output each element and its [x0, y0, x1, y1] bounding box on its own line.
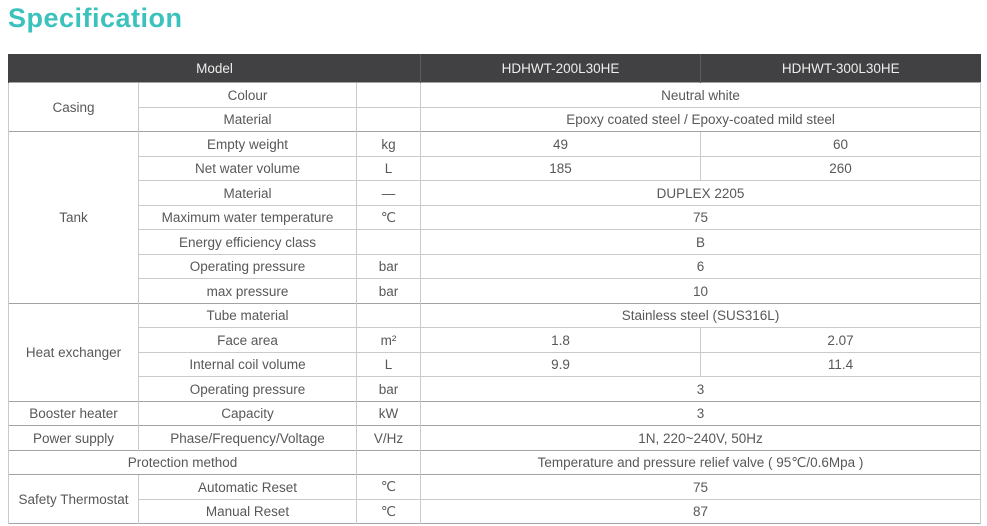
parameter-cell: Maximum water temperature	[139, 205, 357, 230]
table-row	[9, 156, 981, 181]
value-cell-model-1: 9.9	[421, 352, 701, 377]
value-cell-merged: 10	[421, 279, 981, 304]
unit-cell: ℃	[357, 499, 421, 524]
parameter-cell: Material	[139, 181, 357, 206]
table-row	[9, 181, 981, 206]
table-row	[9, 401, 981, 426]
parameter-cell: Operating pressure	[139, 377, 357, 402]
parameter-cell: Energy efficiency class	[139, 230, 357, 255]
unit-cell	[357, 303, 421, 328]
unit-cell: bar	[357, 254, 421, 279]
unit-cell: L	[357, 352, 421, 377]
table-row	[9, 426, 981, 451]
table-row	[9, 303, 981, 328]
unit-cell	[357, 107, 421, 132]
parameter-cell: Tube material	[139, 303, 357, 328]
value-cell-model-1: 1.8	[421, 328, 701, 353]
value-cell-merged: 75	[421, 475, 981, 500]
category-cell: Tank	[9, 132, 139, 304]
value-cell-merged: 1N, 220~240V, 50Hz	[421, 426, 981, 451]
page-title: Specification	[8, 3, 183, 33]
parameter-cell: max pressure	[139, 279, 357, 304]
category-cell: Power supply	[9, 426, 139, 451]
value-cell-model-1: 49	[421, 132, 701, 157]
value-cell-merged: 3	[421, 401, 981, 426]
parameter-cell: Empty weight	[139, 132, 357, 157]
unit-cell: ℃	[357, 475, 421, 500]
value-cell-merged: DUPLEX 2205	[421, 181, 981, 206]
unit-cell: bar	[357, 279, 421, 304]
table-row	[9, 377, 981, 402]
unit-cell: —	[357, 181, 421, 206]
parameter-cell: Net water volume	[139, 156, 357, 181]
value-cell-merged: Temperature and pressure relief valve ( 95℃/0.6Mpa )	[421, 450, 981, 475]
parameter-cell: Manual Reset	[139, 499, 357, 524]
value-cell-model-2: 60	[701, 132, 981, 157]
model-header-cell: Model	[9, 54, 421, 83]
table-row	[9, 230, 981, 255]
value-cell-merged: Neutral white	[421, 83, 981, 108]
table-row	[9, 450, 981, 475]
table-row	[9, 83, 981, 108]
category-cell: Heat exchanger	[9, 303, 139, 401]
parameter-cell: Operating pressure	[139, 254, 357, 279]
parameter-cell: Automatic Reset	[139, 475, 357, 500]
parameter-cell: Face area	[139, 328, 357, 353]
parameter-cell: Capacity	[139, 401, 357, 426]
unit-cell: ℃	[357, 205, 421, 230]
table-row	[9, 475, 981, 500]
table-row	[9, 132, 981, 157]
unit-cell	[357, 230, 421, 255]
unit-cell: kg	[357, 132, 421, 157]
spec-table-body	[9, 83, 981, 524]
value-cell-merged: B	[421, 230, 981, 255]
table-row	[9, 254, 981, 279]
specification-table	[8, 54, 981, 524]
table-row	[9, 499, 981, 524]
value-cell-model-2: 11.4	[701, 352, 981, 377]
value-cell-merged: 3	[421, 377, 981, 402]
unit-cell	[357, 450, 421, 475]
value-cell-merged: 87	[421, 499, 981, 524]
unit-cell: m²	[357, 328, 421, 353]
value-cell-merged: Epoxy coated steel / Epoxy-coated mild steel	[421, 107, 981, 132]
unit-cell	[357, 83, 421, 108]
category-cell: Safety Thermostat	[9, 475, 139, 524]
table-row	[9, 205, 981, 230]
table-row	[9, 279, 981, 304]
value-cell-model-2: 2.07	[701, 328, 981, 353]
unit-cell: bar	[357, 377, 421, 402]
category-cell: Booster heater	[9, 401, 139, 426]
model-column-header-2: HDHWT-300L30HE	[701, 54, 981, 83]
parameter-cell: Phase/Frequency/Voltage	[139, 426, 357, 451]
value-cell-model-2: 260	[701, 156, 981, 181]
parameter-cell: Colour	[139, 83, 357, 108]
table-row	[9, 352, 981, 377]
category-cell: Casing	[9, 83, 139, 132]
table-row	[9, 107, 981, 132]
value-cell-merged: Stainless steel (SUS316L)	[421, 303, 981, 328]
category-cell: Protection method	[9, 450, 357, 475]
value-cell-merged: 75	[421, 205, 981, 230]
unit-cell: kW	[357, 401, 421, 426]
value-cell-merged: 6	[421, 254, 981, 279]
value-cell-model-1: 185	[421, 156, 701, 181]
unit-cell: L	[357, 156, 421, 181]
table-header-row	[9, 54, 981, 83]
parameter-cell: Internal coil volume	[139, 352, 357, 377]
unit-cell: V/Hz	[357, 426, 421, 451]
model-column-header-1: HDHWT-200L30HE	[421, 54, 701, 83]
parameter-cell: Material	[139, 107, 357, 132]
table-row	[9, 328, 981, 353]
